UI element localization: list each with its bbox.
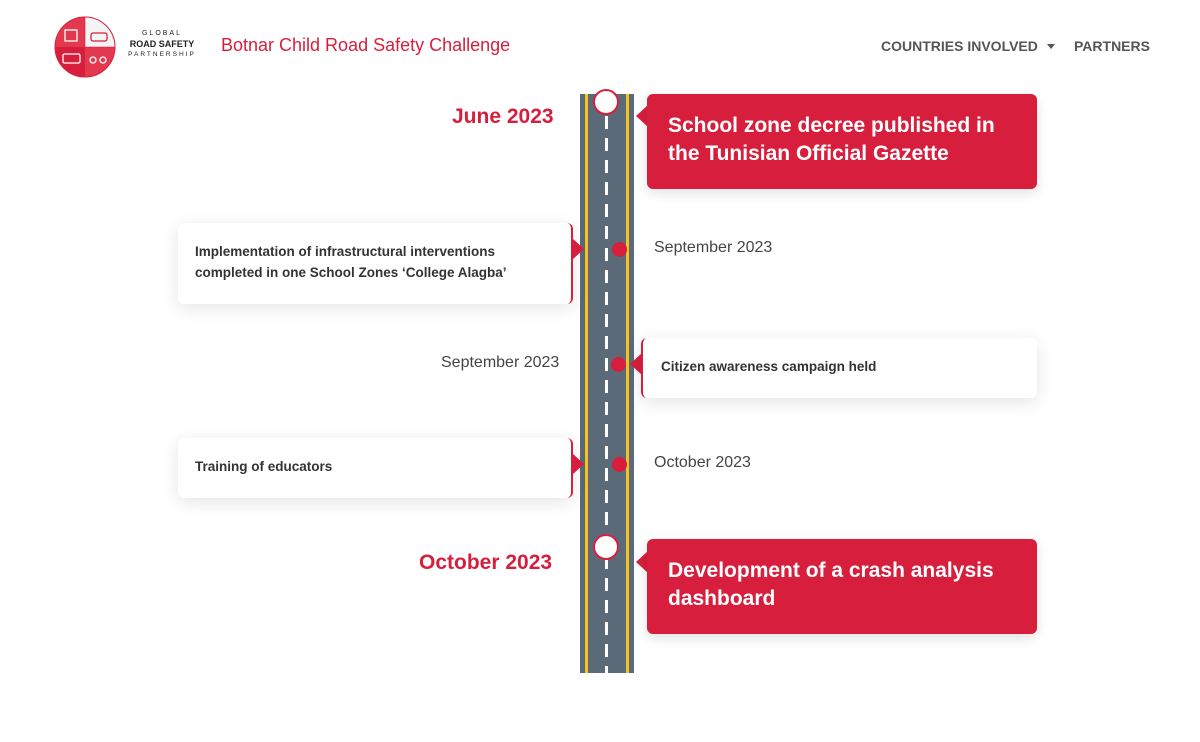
logo-line-3: PARTNERSHIP bbox=[128, 51, 196, 58]
timeline-card bbox=[178, 223, 573, 304]
road-edge-line-right bbox=[626, 94, 629, 673]
timeline-card-text: Citizen awareness campaign held bbox=[661, 359, 877, 374]
site-title-link[interactable]: Botnar Child Road Safety Challenge bbox=[221, 35, 511, 55]
timeline-date: September 2023 bbox=[441, 354, 560, 371]
timeline-card-text: Training of educators bbox=[195, 459, 333, 474]
timeline-card bbox=[641, 338, 1037, 398]
card-pointer-icon bbox=[572, 453, 584, 475]
timeline-date: September 2023 bbox=[654, 239, 773, 256]
timeline-card bbox=[178, 438, 573, 498]
timeline-marker-dot-icon bbox=[611, 357, 626, 372]
timeline-road bbox=[580, 94, 634, 673]
timeline-card-highlight bbox=[647, 94, 1037, 189]
timeline-marker-circle-icon bbox=[593, 89, 619, 115]
chevron-down-icon bbox=[1047, 44, 1055, 49]
timeline-date: October 2023 bbox=[419, 551, 553, 574]
card-pointer-icon bbox=[572, 238, 584, 260]
nav-countries-involved[interactable] bbox=[881, 38, 1055, 54]
timeline-card-text: Development of a crash analysis dashboard bbox=[668, 559, 994, 610]
timeline-marker-dot-icon bbox=[612, 457, 627, 472]
timeline-card-text: School zone decree published in the Tunisian Official Gazette bbox=[668, 114, 995, 165]
logo-line-1: GLOBAL bbox=[141, 30, 182, 37]
site-header bbox=[0, 0, 1200, 94]
timeline-date: June 2023 bbox=[452, 105, 554, 128]
timeline-card-highlight bbox=[647, 539, 1037, 634]
road-center-line bbox=[605, 94, 608, 673]
timeline-date: October 2023 bbox=[654, 454, 751, 471]
timeline-marker-circle-icon bbox=[593, 534, 619, 560]
nav-countries-label: COUNTRIES INVOLVED bbox=[881, 38, 1038, 54]
timeline-card-text: Implementation of infrastructural interventions completed in one School Zones ‘College Alagba’ bbox=[195, 244, 507, 280]
nav-partners[interactable]: PARTNERS bbox=[1074, 38, 1150, 54]
logo-wordmark bbox=[122, 30, 202, 59]
timeline-marker-dot-icon bbox=[612, 242, 627, 257]
logo-line-2: ROAD SAFETY bbox=[129, 39, 195, 49]
road-safety-logo-icon[interactable] bbox=[54, 16, 116, 78]
road-edge-line-left bbox=[585, 94, 588, 673]
